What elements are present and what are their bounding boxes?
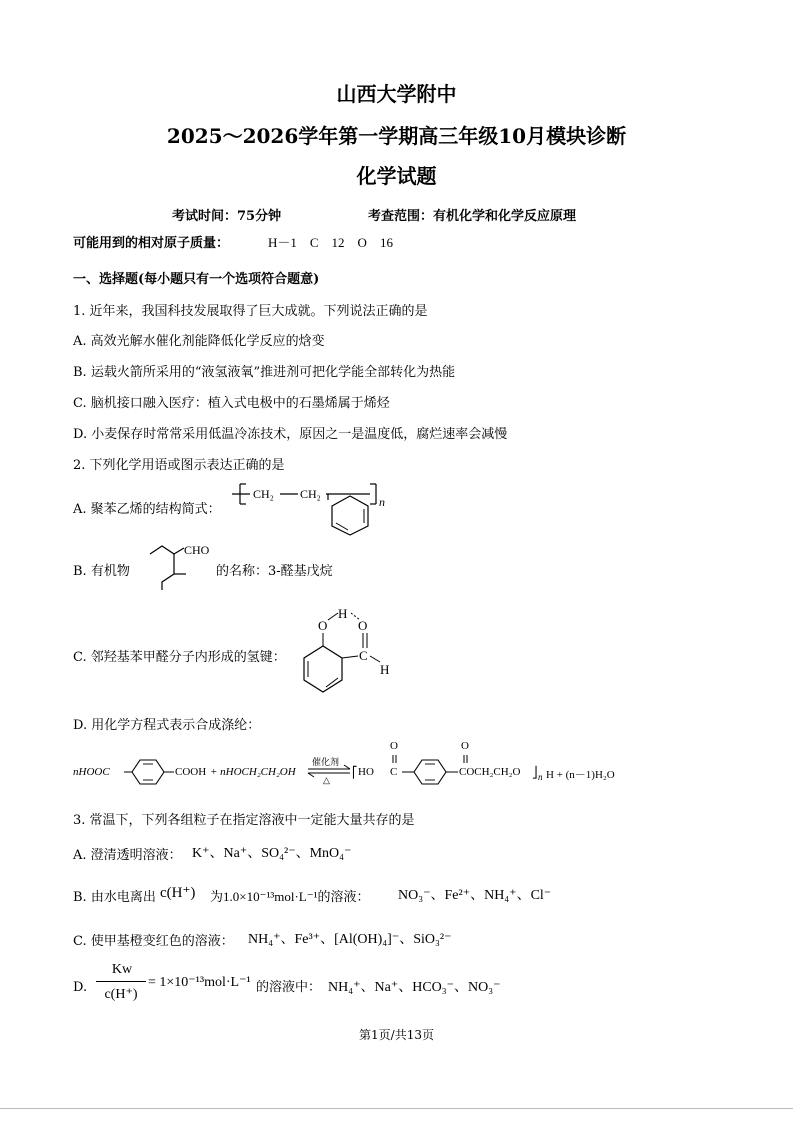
atomic-mass-label: 可能用到的相对原子质量： bbox=[73, 236, 230, 251]
q2-option-a: A. 聚苯乙烯的结构简式： bbox=[73, 502, 221, 517]
q3-d-denominator: c(H⁺) bbox=[104, 987, 138, 1002]
subject-title: 化学试题 bbox=[356, 164, 437, 188]
q3-d-equals: = 1×10⁻¹³mol·L⁻¹ bbox=[148, 975, 251, 990]
d-c1: C bbox=[390, 766, 398, 778]
hb-oxygen-1: O bbox=[318, 618, 328, 633]
q3-d-numerator: Kw bbox=[111, 962, 133, 977]
d-benzene-2 bbox=[390, 752, 460, 792]
footer-divider bbox=[0, 1108, 793, 1109]
q1-option-d: D. 小麦保存时常常采用低温冷冻技术，原因之一是温度低，腐烂速率会减慢 bbox=[73, 427, 508, 442]
q3-a-ions: K⁺、Na⁺、SO₄²⁻、MnO₄⁻ bbox=[192, 846, 352, 861]
polystyrene-n: n bbox=[379, 495, 385, 509]
q3-option-a: A. 澄清透明溶液： bbox=[73, 848, 182, 863]
q3-b-mid: 为1.0×10⁻¹³mol·L⁻¹的溶液： bbox=[210, 889, 370, 904]
q2-stem: 2. 下列化学用语或图示表达正确的是 bbox=[73, 458, 285, 473]
q2-option-b-tail: 的名称：3-醛基戊烷 bbox=[216, 564, 333, 579]
polystyrene-ch2: CH₂ bbox=[253, 487, 274, 501]
atomic-mass-values: H－1 C 12 O 16 bbox=[268, 235, 393, 250]
q3-b-concentration: c(H⁺) bbox=[160, 885, 196, 901]
d-benzene-1 bbox=[124, 752, 174, 792]
q3-c-ions: NH₄⁺、Fe³⁺、[Al(OH)₄]⁻、SiO₃²⁻ bbox=[248, 932, 452, 947]
hydroxybenzaldehyde-structure bbox=[296, 600, 406, 700]
hb-hydrogen-2: H bbox=[380, 662, 390, 677]
d-glycol: + nHOCH₂CH₂OH bbox=[210, 766, 296, 778]
hb-carbon: C bbox=[359, 648, 368, 663]
d-carbonyl-o-1: O bbox=[390, 740, 398, 752]
aldehyde-cho: CHO bbox=[184, 543, 210, 557]
q3-option-b: B. 由水电离出 bbox=[73, 890, 156, 905]
q3-option-c: C. 使甲基橙变红色的溶液： bbox=[73, 934, 234, 949]
q1-option-a: A. 高效光解水催化剂能降低化学反应的焓变 bbox=[73, 334, 325, 349]
polystyrene-ch: CH₂ bbox=[300, 487, 321, 501]
d-carbonyl-o-2: O bbox=[461, 740, 469, 752]
fraction-bar bbox=[96, 981, 146, 982]
q3-stem: 3. 常温下，下列各组粒子在指定溶液中一定能大量共存的是 bbox=[73, 813, 415, 828]
d-ho: HO bbox=[358, 766, 374, 778]
d-catalyst: 催化剂 bbox=[312, 757, 340, 767]
d-nhooc: nHOOC bbox=[73, 766, 110, 778]
hb-oxygen-2: O bbox=[358, 618, 368, 633]
q2-option-d: D. 用化学方程式表示合成涤纶： bbox=[73, 718, 261, 733]
q3-d-mid: 的溶液中： bbox=[256, 980, 322, 995]
q2-option-c: C. 邻羟基苯甲醛分子内形成的氢键： bbox=[73, 650, 286, 665]
school-name: 山西大学附中 bbox=[336, 82, 457, 106]
section-title: 一、选择题(每小题只有一个选项符合题意) bbox=[73, 272, 320, 287]
exam-title: 2025～2026学年第一学期高三年级10月模块诊断 bbox=[166, 124, 627, 148]
d-cooh: COOH bbox=[175, 766, 207, 778]
q3-d-ions: NH₄⁺、Na⁺、HCO₃⁻、NO₃⁻ bbox=[328, 980, 501, 995]
d-double-bond-2 bbox=[461, 752, 471, 766]
q3-b-ions: NO₃⁻、Fe²⁺、NH₄⁺、Cl⁻ bbox=[398, 888, 552, 903]
q1-option-b: B. 运载火箭所采用的“液氢液氧”推进剂可把化学能全部转化为热能 bbox=[73, 365, 456, 380]
d-n: n bbox=[538, 772, 543, 782]
q3-option-d: D. bbox=[73, 980, 88, 995]
exam-time: 考试时间：75分钟 bbox=[172, 209, 282, 224]
hb-hydrogen-1: H bbox=[338, 606, 348, 621]
d-bracket-right: ⎦ bbox=[532, 767, 538, 779]
d-bracket-left: ⎡ bbox=[352, 767, 358, 779]
polystyrene-structure bbox=[228, 476, 408, 536]
exam-scope: 考查范围：有机化学和化学反应原理 bbox=[368, 209, 577, 224]
page-number: 第1页/共13页 bbox=[359, 1028, 434, 1042]
d-heat: △ bbox=[323, 775, 330, 785]
q1-option-c: C. 脑机接口融入医疗：植入式电极中的石墨烯属于烯烃 bbox=[73, 396, 390, 411]
d-ester: COCH₂CH₂O bbox=[459, 766, 521, 778]
pentane-aldehyde-structure bbox=[140, 538, 220, 594]
d-products: H + (n－1)H₂O bbox=[546, 769, 615, 781]
q2-option-b: B. 有机物 bbox=[73, 564, 130, 579]
q1-stem: 1. 近年来，我国科技发展取得了巨大成就。下列说法正确的是 bbox=[73, 304, 428, 319]
